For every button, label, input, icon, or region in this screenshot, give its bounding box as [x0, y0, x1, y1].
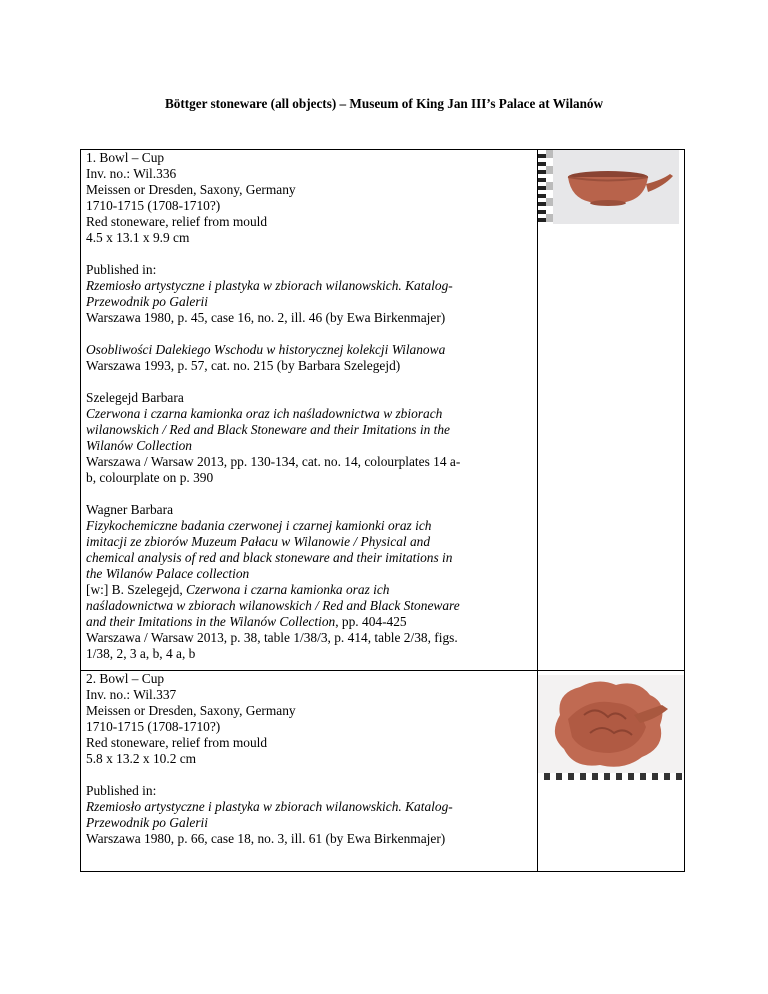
- publication-title: Czerwona i czarna kamionka oraz ich naśladownictwa w zbiorach: [86, 406, 443, 421]
- entry-image-cell: [538, 150, 685, 671]
- in-title: naśladownictwa w zbiorach wilanowskich / Red and Black Stoneware: [86, 598, 460, 613]
- publication-reference: Warszawa 1980, p. 45, case 16, no. 2, ill. 46 (by Ewa Birkenmajer): [86, 310, 446, 325]
- cup-illustration: [538, 150, 679, 224]
- publication-title: Osobliwości Dalekiego Wschodu w historycznej kolekcji Wilanowa: [86, 342, 446, 357]
- publication-title: Przewodnik po Galerii: [86, 294, 208, 309]
- date: 1710-1715 (1708-1710?): [86, 719, 221, 734]
- bowl-photo: [538, 675, 684, 780]
- origin: Meissen or Dresden, Saxony, Germany: [86, 703, 296, 718]
- in-prefix: [w:] B. Szelegejd,: [86, 582, 187, 597]
- publication-reference: b, colourplate on p. 390: [86, 470, 214, 485]
- publication-reference: 1/38, 2, 3 a, b, 4 a, b: [86, 646, 196, 661]
- table-row: [81, 671, 685, 872]
- entry-heading: 1. Bowl – Cup: [86, 150, 165, 165]
- inventory-number: Inv. no.: Wil.336: [86, 166, 177, 181]
- inventory-number: Inv. no.: Wil.337: [86, 687, 177, 702]
- publication-title: Przewodnik po Galerii: [86, 815, 208, 830]
- date: 1710-1715 (1708-1710?): [86, 198, 221, 213]
- publication-title: the Wilanów Palace collection: [86, 566, 250, 581]
- cup-photo: [538, 150, 679, 224]
- document-title: Böttger stoneware (all objects) – Museum of King Jan III’s Palace at Wilanów: [164, 96, 604, 111]
- entry-text: [81, 671, 538, 872]
- table-row: [81, 150, 685, 671]
- dimensions: 4.5 x 13.1 x 9.9 cm: [86, 230, 190, 245]
- published-label: Published in:: [86, 262, 157, 277]
- publication-title: Fizykochemiczne badania czerwonej i czarnej kamionki oraz ich: [86, 518, 432, 533]
- publication-title: imitacji ze zbiorów Muzeum Pałacu w Wilanowie / Physical and: [86, 534, 431, 549]
- publication-reference: Warszawa / Warsaw 2013, p. 38, table 1/38/3, p. 414, table 2/38, figs.: [86, 630, 458, 645]
- bowl-illustration: [538, 675, 684, 780]
- entry-heading: 2. Bowl – Cup: [86, 671, 165, 686]
- scale-ruler: [538, 773, 684, 780]
- in-title: and their Imitations in the Wilanów Collection: [86, 614, 336, 629]
- catalog-table: [80, 149, 685, 872]
- publication-reference: Warszawa 1980, p. 66, case 18, no. 3, ill. 61 (by Ewa Birkenmajer): [86, 831, 446, 846]
- in-pages: , pp. 404-425: [335, 614, 407, 629]
- publication-title: Rzemiosło artystyczne i plastyka w zbiorach wilanowskich. Katalog-: [86, 278, 453, 293]
- publication-in: [86, 614, 533, 630]
- material: Red stoneware, relief from mould: [86, 214, 268, 229]
- in-title: Czerwona i czarna kamionka oraz ich: [186, 582, 390, 597]
- publication-reference: Warszawa 1993, p. 57, cat. no. 215 (by Barbara Szelegejd): [86, 358, 401, 373]
- entry-image-cell: [538, 671, 685, 872]
- publication-title: chemical analysis of red and black stoneware and their imitations in: [86, 550, 453, 565]
- material: Red stoneware, relief from mould: [86, 735, 268, 750]
- publication-in: [86, 582, 533, 598]
- publication-title: Wilanów Collection: [86, 438, 193, 453]
- publication-author: Szelegejd Barbara: [86, 390, 184, 405]
- publication-reference: Warszawa / Warsaw 2013, pp. 130-134, cat. no. 14, colourplates 14 a-: [86, 454, 461, 469]
- entry-text: [81, 150, 538, 671]
- publication-title: wilanowskich / Red and Black Stoneware and their Imitations in the: [86, 422, 450, 437]
- origin: Meissen or Dresden, Saxony, Germany: [86, 182, 296, 197]
- publication-title: Rzemiosło artystyczne i plastyka w zbiorach wilanowskich. Katalog-: [86, 799, 453, 814]
- publication-author: Wagner Barbara: [86, 502, 174, 517]
- dimensions: 5.8 x 13.2 x 10.2 cm: [86, 751, 197, 766]
- published-label: Published in:: [86, 783, 157, 798]
